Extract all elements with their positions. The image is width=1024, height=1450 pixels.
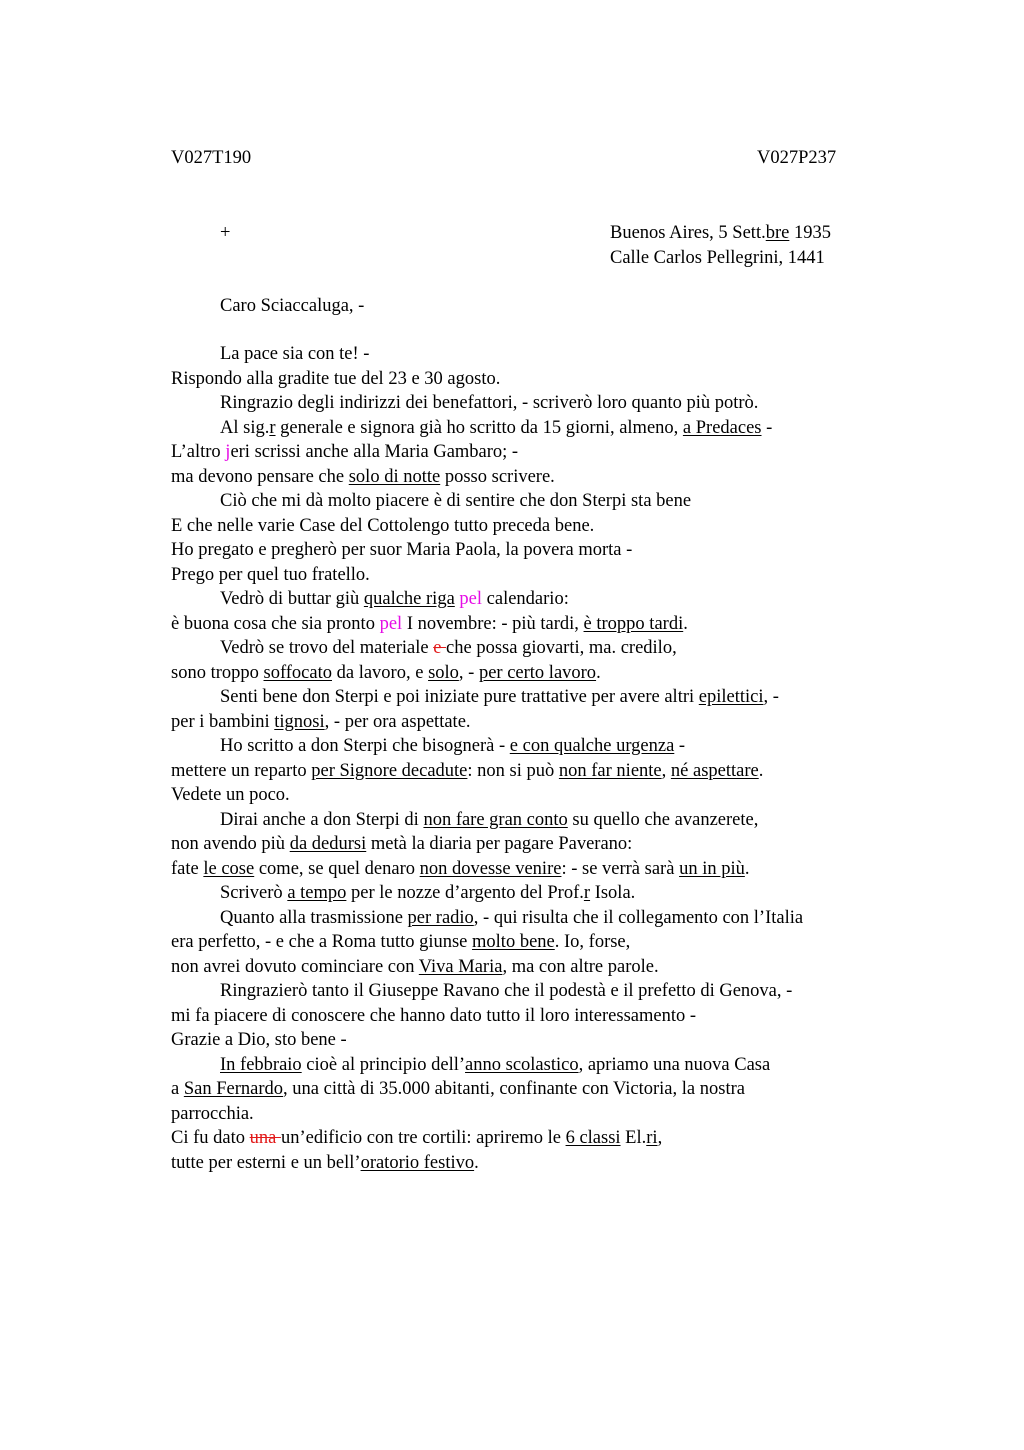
body-line xyxy=(171,685,911,710)
cross-mark: + xyxy=(220,223,231,243)
text-segment: , una città di 35.000 abitanti, confinante con Victoria, la nostra xyxy=(283,1079,745,1099)
underlined-text: r xyxy=(583,883,591,903)
body-line xyxy=(171,636,911,661)
text-segment: , apriamo una nuova Casa xyxy=(578,1054,771,1075)
text-segment: : - se verrà sarà xyxy=(561,858,680,879)
date-prefix: Buenos Aires, 5 Sett. xyxy=(610,223,766,243)
text-segment: fate xyxy=(171,858,204,879)
underlined-text: e con qualche urgenza xyxy=(509,736,675,756)
text-segment: come, se quel denaro xyxy=(254,858,420,879)
text-segment: da lavoro, e xyxy=(332,662,429,683)
text-segment: . xyxy=(474,1152,479,1173)
text-segment: Rispondo alla gradite tue del 23 e 30 agosto. xyxy=(171,368,501,389)
underlined-text: solo di notte xyxy=(348,466,441,487)
text-segment: , - xyxy=(458,662,479,683)
text-segment: Ringrazierò tanto il Giuseppe Ravano che il podestà e il prefetto di Genova, - xyxy=(220,981,793,1001)
underlined-text: epilettici xyxy=(698,687,764,707)
text-segment: metà la diaria per pagare Paverano: xyxy=(366,834,633,854)
text-segment: Ho scritto a don Sterpi che bisognerà - xyxy=(220,736,510,756)
text-segment: : non si può xyxy=(467,760,559,781)
correction-text: pel xyxy=(379,613,403,634)
underlined-text: non fare gran conto xyxy=(423,809,568,830)
text-segment: non avrei dovuto cominciare con xyxy=(171,956,419,977)
text-segment: , ma con altre parole. xyxy=(502,956,659,977)
text-segment: a xyxy=(171,1079,184,1099)
body-line xyxy=(171,759,911,784)
underlined-text: le cose xyxy=(203,858,255,879)
body-line xyxy=(171,930,911,955)
date-month-suffix: bre xyxy=(765,223,790,243)
text-segment: . xyxy=(744,858,750,879)
underlined-text: San Fernardo xyxy=(183,1079,284,1099)
body-line xyxy=(171,783,911,808)
body-line xyxy=(171,955,911,980)
text-segment: mi fa piacere di conoscere che hanno dato tutto il loro interessamento - xyxy=(171,1005,697,1026)
text-segment: è buona cosa che sia pronto xyxy=(171,613,380,634)
body-line xyxy=(171,391,911,416)
text-segment: Vedete un poco. xyxy=(171,785,290,805)
text-segment: Ringrazio degli indirizzi dei benefattori, - scriverò loro quanto più potrò. xyxy=(220,393,759,413)
deleted-text: una xyxy=(249,1128,281,1148)
text-segment: Quanto alla trasmissione xyxy=(220,907,408,928)
text-segment: , - xyxy=(763,687,779,707)
body-line xyxy=(171,1102,911,1127)
body-line xyxy=(171,440,911,465)
body-line xyxy=(171,857,911,882)
reference-code-left: V027T190 xyxy=(171,148,252,168)
letter-body xyxy=(171,342,911,1175)
underlined-text: per radio xyxy=(407,907,474,928)
text-segment: Scriverò xyxy=(220,883,288,903)
text-segment: Dirai anche a don Sterpi di xyxy=(220,809,424,830)
body-line xyxy=(171,342,911,367)
text-segment: Isola. xyxy=(590,883,636,903)
text-segment: parrocchia. xyxy=(171,1103,254,1124)
text-segment: un’edificio con tre cortili: apriremo le xyxy=(280,1128,566,1148)
correction-text: j xyxy=(225,442,231,462)
text-segment: Vedrò di buttar giù xyxy=(220,589,364,609)
body-line xyxy=(171,514,911,539)
underlined-text: qualche riga xyxy=(363,589,455,609)
text-segment: Grazie a Dio, sto bene - xyxy=(171,1030,347,1050)
body-line xyxy=(171,808,911,833)
underlined-text: per certo lavoro xyxy=(478,662,597,683)
text-segment: sono troppo xyxy=(171,662,264,683)
date-line xyxy=(610,221,831,246)
underlined-text: ri xyxy=(646,1128,658,1148)
text-segment: Prego per quel tuo fratello. xyxy=(171,564,370,585)
body-line xyxy=(171,734,911,759)
text-segment: che possa giovarti, ma. credilo, xyxy=(446,638,677,658)
text-segment: Al sig. xyxy=(220,417,270,438)
text-segment: - xyxy=(761,417,773,438)
text-segment: per i bambini xyxy=(171,711,275,732)
body-line xyxy=(171,1028,911,1053)
underlined-text: soffocato xyxy=(263,662,332,683)
body-line xyxy=(171,563,911,588)
body-line xyxy=(171,906,911,931)
text-segment: , xyxy=(661,760,671,781)
text-segment: Ci fu dato xyxy=(171,1128,250,1148)
text-segment: Ciò che mi dà molto piacere è di sentire che don Sterpi sta bene xyxy=(220,491,692,511)
body-line xyxy=(171,1126,911,1151)
text-segment: posso scrivere. xyxy=(440,466,555,487)
text-segment: El. xyxy=(620,1128,647,1148)
text-segment: generale e signora già ho scritto da 15 giorni, almeno, xyxy=(275,417,683,438)
text-segment: L’altro xyxy=(171,442,226,462)
body-line xyxy=(171,416,911,441)
deleted-text: e xyxy=(433,638,447,658)
text-segment: era perfetto, - e che a Roma tutto giunse xyxy=(171,932,473,952)
text-segment: - xyxy=(674,736,686,756)
underlined-text: un in più xyxy=(679,858,745,879)
body-line xyxy=(171,1053,911,1078)
underlined-text: a Predaces xyxy=(682,417,762,438)
body-line xyxy=(171,1077,911,1102)
underlined-text: molto bene xyxy=(472,932,555,952)
body-line xyxy=(171,1151,911,1176)
text-segment: . xyxy=(683,613,688,634)
text-segment: tutte per esterni e un bell’ xyxy=(171,1152,361,1173)
underlined-text: è troppo tardi xyxy=(583,613,684,634)
text-segment: per le nozze d’argento del Prof. xyxy=(346,883,584,903)
underlined-text: 6 classi xyxy=(565,1128,621,1148)
address-line: Calle Carlos Pellegrini, 1441 xyxy=(610,247,825,268)
underlined-text: per Signore decadute xyxy=(311,760,468,781)
text-segment: mettere un reparto xyxy=(171,760,312,781)
underlined-text: non far niente xyxy=(558,760,662,781)
underlined-text: tignosi xyxy=(274,711,325,732)
text-segment: ma devono pensare che xyxy=(171,466,349,487)
text-segment: E che nelle varie Case del Cottolengo tutto preceda bene. xyxy=(171,515,595,536)
text-segment: La pace sia con te! - xyxy=(220,344,370,364)
text-segment: Vedrò se trovo del materiale xyxy=(220,638,434,658)
place-and-date-block xyxy=(610,221,831,270)
underlined-text: anno scolastico xyxy=(465,1054,579,1075)
underlined-text: non dovesse venire xyxy=(419,858,562,879)
underlined-text: oratorio festivo xyxy=(360,1152,475,1173)
text-segment: . xyxy=(758,760,764,781)
text-segment: , xyxy=(657,1128,663,1148)
text-segment: , - per ora aspettate. xyxy=(324,711,471,732)
text-segment: Ho pregato e pregherò per suor Maria Paola, la povera morta - xyxy=(171,540,633,560)
text-segment: non avendo più xyxy=(171,834,290,854)
body-line xyxy=(171,489,911,514)
salutation: Caro Sciaccaluga, - xyxy=(220,296,365,316)
text-segment: Senti bene don Sterpi e poi iniziate pure trattative per avere altri xyxy=(220,687,699,707)
reference-code-right: V027P237 xyxy=(757,148,837,168)
text-segment: . xyxy=(596,662,601,683)
underlined-text: Viva Maria xyxy=(418,956,503,977)
body-line xyxy=(171,465,911,490)
body-line xyxy=(171,710,911,735)
body-line xyxy=(171,612,911,637)
body-line xyxy=(171,832,911,857)
body-line xyxy=(171,979,911,1004)
body-line xyxy=(171,538,911,563)
text-segment: calendario: xyxy=(482,589,569,609)
body-line xyxy=(171,1004,911,1029)
text-segment: cioè al principio dell’ xyxy=(301,1054,466,1075)
underlined-text: da dedursi xyxy=(289,834,367,854)
body-line xyxy=(171,367,911,392)
underlined-text: In febbraio xyxy=(220,1054,302,1075)
body-line xyxy=(171,587,911,612)
correction-text: pel xyxy=(459,589,483,609)
underlined-text: r xyxy=(269,417,276,438)
text-segment: su quello che avanzerete, xyxy=(567,809,759,830)
text-segment: eri scrissi anche alla Maria Gambaro; - xyxy=(230,442,519,462)
date-year: 1935 xyxy=(789,223,831,243)
underlined-text: a tempo xyxy=(287,883,347,903)
text-segment: , - qui risulta che il collegamento con l’Italia xyxy=(473,907,804,928)
text-segment: I novembre: - più tardi, xyxy=(402,613,584,634)
body-line xyxy=(171,661,911,686)
body-line xyxy=(171,881,911,906)
underlined-text: né aspettare xyxy=(670,760,759,781)
underlined-text: solo xyxy=(428,662,459,683)
text-segment: . Io, forse, xyxy=(554,932,631,952)
